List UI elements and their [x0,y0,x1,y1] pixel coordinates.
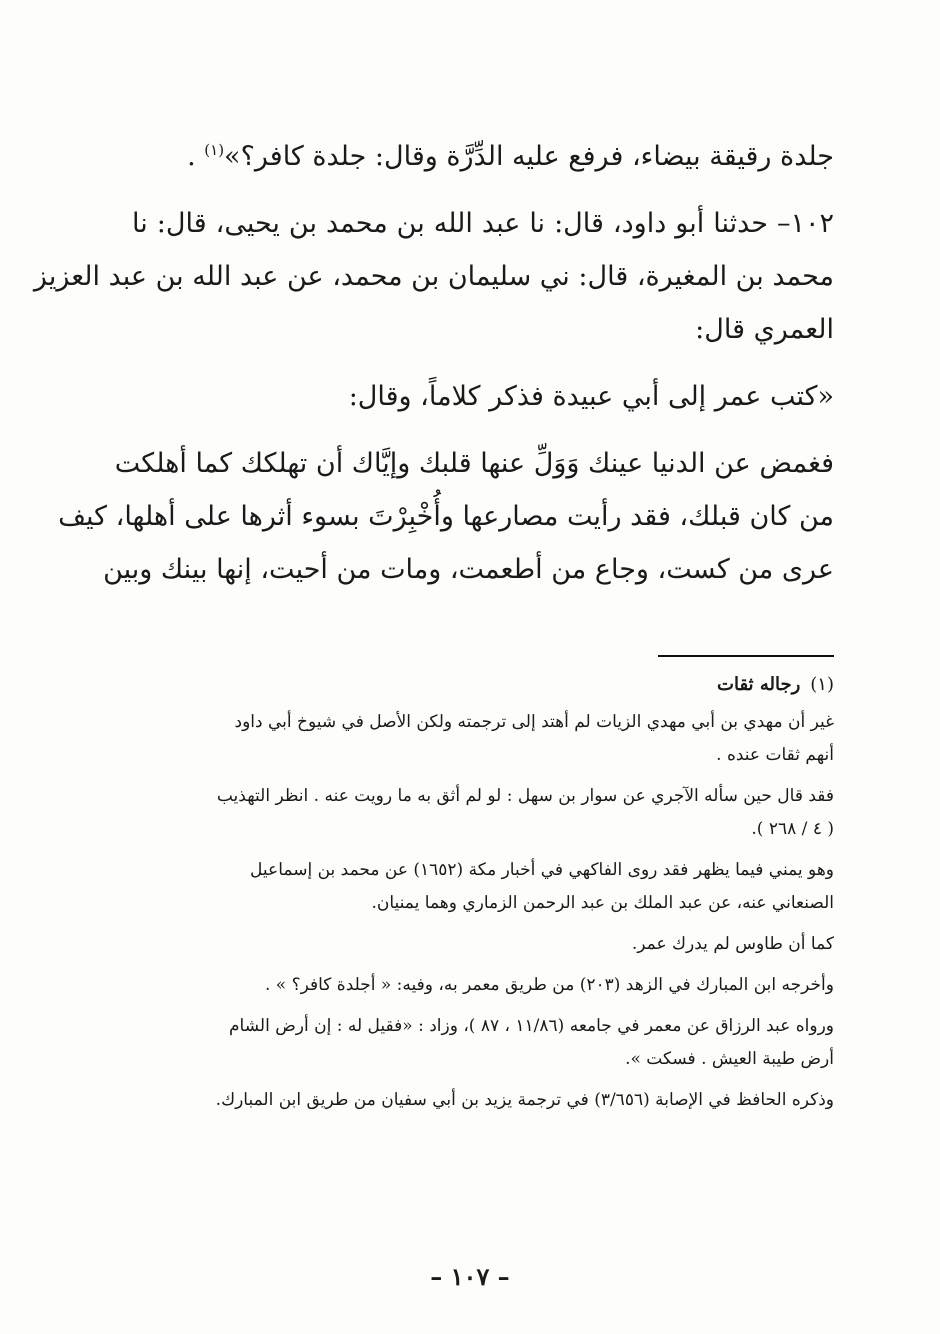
main-line: محمد بن المغيرة، قال: ني سليمان بن محمد، عن عبد الله بن عبد العزيز [33,261,834,292]
footnote-paragraph [132,1010,834,1076]
main-line: فغمض عن الدنيا عينك وَوَلِّ عنها قلبك وإيَّاك أن تهلكك كما أهلكت [114,448,834,479]
footnote-paragraph [132,780,834,846]
footnote-paragraph [132,1084,834,1117]
main-line: ١٠٢– حدثنا أبو داود، قال: نا عبد الله بن محمد بن يحيى، قال: نا [132,208,834,239]
footnote-line: غير أن مهدي بن أبي مهدي الزيات لم أهتد إلى ترجمته ولكن الأصل في شيوخ أبي داود [234,712,834,732]
footnote-heading-text: رجاله ثقات [717,674,801,695]
main-line: العمري قال: [695,314,834,345]
footnote-paragraph [132,969,834,1002]
footnote-line: أنهم ثقات عنده . [716,745,834,765]
footnote-line: وأخرجه ابن المبارك في الزهد (٢٠٣) من طريق معمر به، وفيه: « أجلدة كافر؟ » . [264,975,834,995]
footnote-line: أرض طيبة العيش . فسكت ». [625,1049,834,1069]
footnote-line: ورواه عبد الرزاق عن معمر في جامعه (١١/٨٦ ، ٨٧ )، وزاد : «فقيل له : إن أرض الشام [229,1016,834,1036]
main-text [33,124,834,596]
footnote-line: فقد قال حين سأله الآجري عن سوار بن سهل : لو لم أثق به ما رويت عنه . انظر التهذيب [216,786,834,806]
footnote-heading [132,668,834,702]
footnote-line: وذكره الحافظ في الإصابة (٣/٦٥٦) في ترجمة يزيد بن أبي سفيان من طريق ابن المبارك. [215,1090,834,1110]
footnote-line: وهو يمني فيما يظهر فقد روى الفاكهي في أخبار مكة (١٦٥٢) عن محمد بن إسماعيل [250,860,834,880]
footnotes-section [132,668,834,1125]
main-paragraph-end-of-hadith [132,124,834,183]
main-line: عرى من كست، وجاع من أطعمت، ومات من أحيت، إنها بينك وبين [103,554,834,585]
footnote-line: الصنعاني عنه، عن عبد الملك بن عبد الرحمن الزماري وهما يمنيان. [371,893,834,913]
footnote-separator [658,655,834,657]
main-line: «كتب عمر إلى أبي عبيدة فذكر كلاماً، وقال: [348,381,834,412]
main-line-text: جلدة رقيقة بيضاء، فرفع عليه الدِّرَّة وقال: جلدة كافر؟» [224,141,834,172]
main-line-tail: . [187,141,205,172]
footnote-reference: (١) [204,141,225,159]
main-line: من كان قبلك، فقد رأيت مصارعها وأُخْبِرْتَ بسوء أثرها على أهلها، كيف [58,501,834,532]
footnote-paragraph [132,854,834,920]
footnote-line: كما أن طاوس لم يدرك عمر. [631,934,834,954]
page-number: – ١٠٧ – [430,1262,510,1291]
footnote-paragraph [132,706,834,772]
footnote-number: (١) [810,674,834,695]
footnote-paragraph [132,928,834,961]
footnote-line: ( ٤ / ٢٦٨ ). [751,819,834,839]
